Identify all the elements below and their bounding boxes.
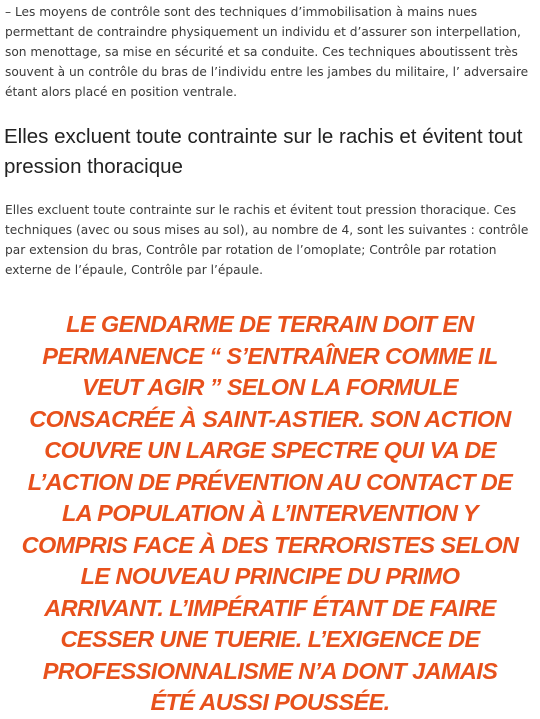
pull-quote: LE GENDARME DE TERRAIN DOIT EN PERMANENCE “ S’ENTRAÎNER COMME IL VEUT AGIR ” SELON LA FORMULE CONSACRÉE À SAINT-ASTIER. SON ACTION COUVRE UN LARGE SPECTRE QUI VA DE L’ACTION DE PRÉVENTION AU CONTACT DE LA POPULATION À L’INTERVENTION Y COMPRIS FACE À DES TERRORISTES SELON LE NOUVEAU PRINCIPE DU PRIMO ARRIVANT. L’IMPÉRATIF ÉTANT DE FAIRE CESSER UNE TUERIE. L’EXIGENCE DE PROFESSIONNALISME N’A DONT JAMAIS ÉTÉ AUSSI POUSSÉE. — [21, 311, 519, 715]
body-paragraph-technique-list: Elles excluent toute contrainte sur le rachis et évitent tout pression thoracique. Ces techniques (avec ou sous mises au sol), au nombre de 4, sont les suivantes : contrôle par extension du bras, Contrôle par rotation de l’omoplate; Contrôle par rotation externe de l’épaule, Contrôle par l’épaule. — [5, 203, 529, 277]
body-paragraph-control-techniques: – Les moyens de contrôle sont des techniques d’immobilisation à mains nues permettant de contraindre physiquement un individu et d’assurer son interpellation, son menottage, sa mise en sécurité et sa conduite. Ces techniques aboutissent très souvent à un contrôle du bras de l’individu entre les jambes du militaire, l’ adversaire étant alors placé en position ventrale. — [5, 5, 529, 99]
section-heading: Elles excluent toute contrainte sur le rachis et évitent tout pression thoracique — [4, 125, 523, 178]
